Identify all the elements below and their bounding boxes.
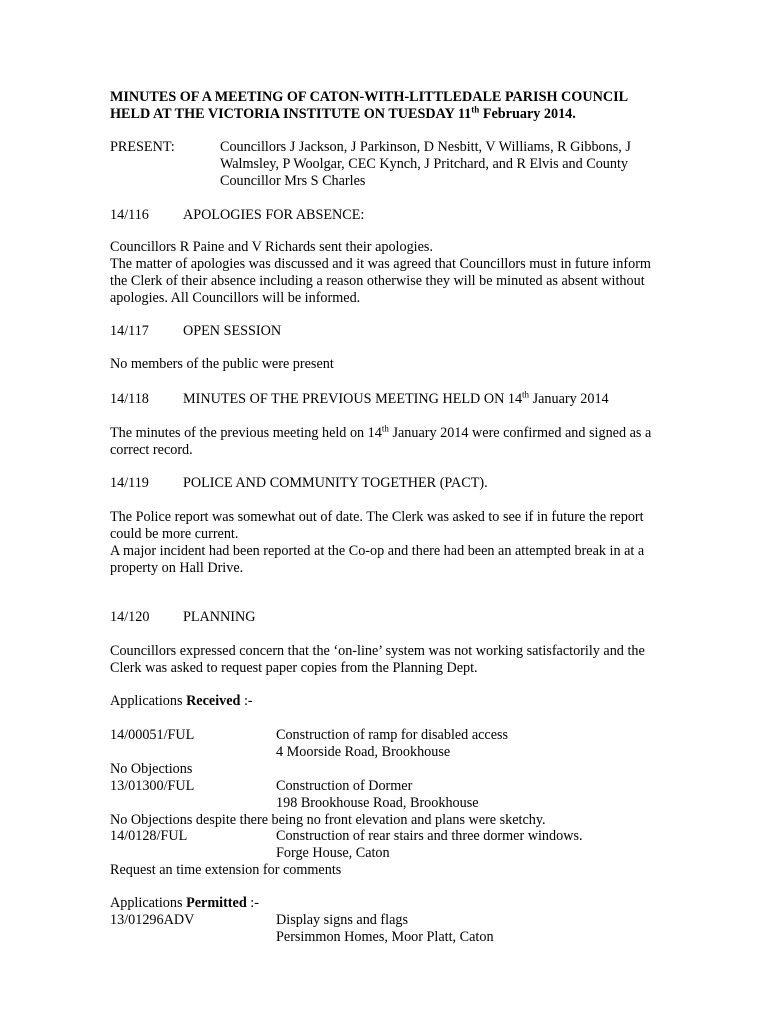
application-address: 4 Moorside Road, Brookhouse bbox=[276, 744, 451, 760]
application-description: Construction of ramp for disabled access bbox=[276, 727, 509, 743]
superscript: th bbox=[522, 389, 530, 400]
bold-text: Received bbox=[186, 693, 241, 709]
paragraph-line: correct record. bbox=[110, 442, 193, 458]
present-label: PRESENT: bbox=[110, 139, 175, 155]
title-line-1: MINUTES OF A MEETING OF CATON-WITH-LITTLEDALE PARISH COUNCIL bbox=[110, 89, 629, 105]
application-note: No Objections bbox=[110, 761, 193, 777]
section-number: 14/117 bbox=[110, 323, 149, 339]
section-title-end: January 2014 bbox=[529, 391, 609, 407]
paragraph-line: Councillors expressed concern that the ‘on-line’ system was not working satisfactorily and the bbox=[110, 643, 645, 659]
present-line: Councillor Mrs S Charles bbox=[220, 173, 366, 189]
applications-received-heading bbox=[110, 693, 253, 710]
planning-text bbox=[110, 643, 645, 677]
text: January 2014 were confirmed and signed as a bbox=[388, 425, 652, 441]
title-line-2-text: HELD AT THE VICTORIA INSTITUTE ON TUESDAY 11 bbox=[110, 106, 472, 122]
application-description: Construction of rear stairs and three dormer windows. bbox=[276, 828, 583, 844]
application-address: Persimmon Homes, Moor Platt, Caton bbox=[276, 929, 494, 945]
section-number: 14/120 bbox=[110, 609, 150, 625]
section-title: APOLOGIES FOR ABSENCE: bbox=[183, 207, 365, 223]
application-code: 14/0128/FUL bbox=[110, 828, 188, 844]
paragraph-line: Councillors R Paine and V Richards sent their apologies. bbox=[110, 239, 433, 255]
paragraph-line: apologies. All Councillors will be informed. bbox=[110, 290, 361, 306]
section-number: 14/118 bbox=[110, 391, 149, 407]
title-line-2 bbox=[110, 106, 710, 123]
application-note: Request an time extension for comments bbox=[110, 862, 342, 878]
section-title-text: MINUTES OF THE PREVIOUS MEETING HELD ON 14 bbox=[183, 391, 523, 407]
application-address: 198 Brookhouse Road, Brookhouse bbox=[276, 795, 479, 811]
section-title bbox=[183, 391, 609, 408]
application-note: No Objections despite there being no front elevation and plans were sketchy. bbox=[110, 812, 546, 828]
text: Applications bbox=[110, 895, 187, 911]
police-report-text bbox=[110, 509, 644, 577]
bold-text: Permitted bbox=[186, 895, 247, 911]
paragraph-line: The Police report was somewhat out of date. The Clerk was asked to see if in future the report bbox=[110, 509, 644, 525]
text: :- bbox=[240, 693, 253, 709]
section-title: POLICE AND COMMUNITY TOGETHER (PACT). bbox=[183, 475, 488, 491]
application-description: Display signs and flags bbox=[276, 912, 409, 928]
application-address: Forge House, Caton bbox=[276, 845, 390, 861]
section-number: 14/116 bbox=[110, 207, 149, 223]
application-code: 14/00051/FUL bbox=[110, 727, 195, 743]
application-code: 13/01300/FUL bbox=[110, 778, 195, 794]
superscript: th bbox=[381, 423, 389, 434]
paragraph-line: Clerk was asked to request paper copies from the Planning Dept. bbox=[110, 660, 478, 676]
section-title: OPEN SESSION bbox=[183, 323, 282, 339]
text: :- bbox=[246, 895, 259, 911]
section-title: PLANNING bbox=[183, 609, 256, 625]
present-line: Walmsley, P Woolgar, CEC Kynch, J Pritchard, and R Elvis and County bbox=[220, 156, 629, 172]
section-number: 14/119 bbox=[110, 475, 149, 491]
application-description: Construction of Dormer bbox=[276, 778, 413, 794]
paragraph-line: the Clerk of their absence including a reason otherwise they will be minuted as absent without bbox=[110, 273, 645, 289]
paragraph-line bbox=[110, 425, 651, 442]
paragraph-line: A major incident had been reported at the Co-op and there had been an attempted break in at a bbox=[110, 543, 645, 559]
present-list bbox=[220, 139, 700, 190]
title-line-2-end: February 2014. bbox=[479, 106, 576, 122]
present-line: Councillors J Jackson, J Parkinson, D Nesbitt, V Williams, R Gibbons, J bbox=[220, 139, 631, 155]
paragraph-line: The matter of apologies was discussed and it was agreed that Councillors must in future inform bbox=[110, 256, 651, 272]
paragraph-line: could be more current. bbox=[110, 526, 239, 542]
minutes-title bbox=[110, 89, 710, 123]
apologies-text bbox=[110, 239, 651, 307]
title-superscript: th bbox=[471, 104, 480, 115]
application-code: 13/01296ADV bbox=[110, 912, 195, 928]
paragraph-line: No members of the public were present bbox=[110, 356, 334, 372]
text: Applications bbox=[110, 693, 187, 709]
paragraph-line: property on Hall Drive. bbox=[110, 560, 244, 576]
applications-permitted-heading bbox=[110, 895, 259, 912]
text: The minutes of the previous meeting held on 14 bbox=[110, 425, 382, 441]
minutes-confirmed-text bbox=[110, 425, 651, 459]
